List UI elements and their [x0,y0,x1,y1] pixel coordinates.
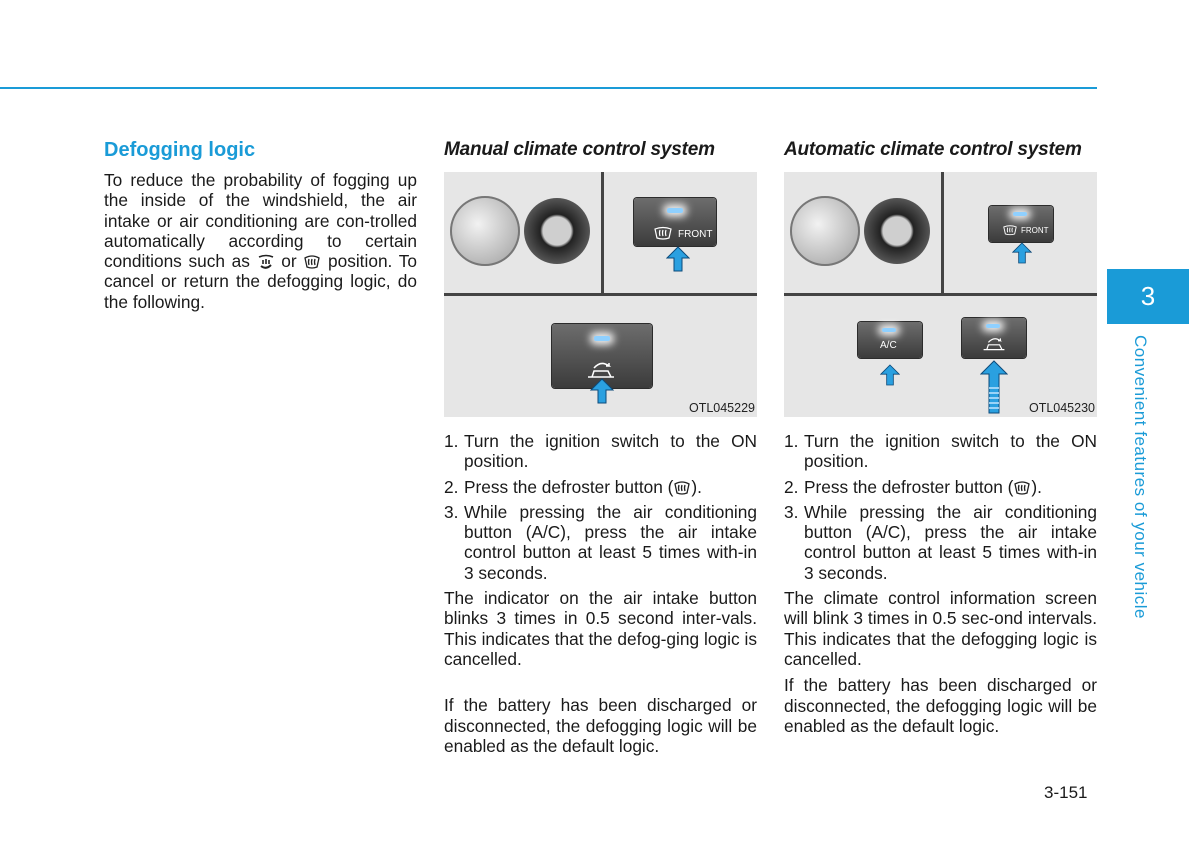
up-arrow-icon [1012,242,1032,264]
ignition-key-icon [450,196,520,266]
recirculation-icon [584,360,618,380]
ac-button [858,322,922,358]
engine-start-button-icon [524,198,590,264]
manual-figure [444,172,757,417]
chapter-title: Convenient features of your vehicle [1131,335,1150,619]
defrost-icon [303,254,321,270]
intro-text-2: position. To cancel or return the defogging logic, do the following. [104,251,417,312]
repeat-press-arrow-icon [980,360,1008,414]
automatic-heading: Automatic climate control system [784,139,1082,160]
front-defrost-button [989,206,1053,242]
defrost-icon [673,480,691,496]
list-item: 1. Turn the ignition switch to the ON position. [444,431,757,472]
defrost-icon [1003,224,1017,236]
figure-code: OTL045229 [688,401,755,415]
front-label: FRONT [1021,226,1049,235]
air-intake-button [962,318,1026,358]
list-item: 2. Press the defroster button ( ). [784,476,1042,497]
automatic-steps [784,431,1097,583]
intro-or: or [281,251,297,272]
intro-paragraph [104,170,417,312]
windshield-airflow-icon [257,254,275,270]
manual-column [444,138,757,762]
front-label: FRONT [678,229,713,240]
automatic-battery-note: If the battery has been discharged or disconnected, the defogging logic will be enabled as the default logic. [784,675,1097,736]
list-item: 3. While pressing the air conditioning button (A/C), press the air intake control button at least 5 times with-in 3 seconds. [444,501,757,583]
automatic-note: The climate control information screen will blink 3 times in 0.5 sec-ond intervals. This indicates that the defogging logic is cancelled. [784,588,1097,669]
manual-steps [444,431,757,583]
up-arrow-icon [666,246,690,272]
page-number: 3-151 [1044,783,1088,802]
ignition-key-icon [790,196,860,266]
defrost-icon [654,226,672,240]
automatic-column [784,138,1097,742]
automatic-figure [784,172,1097,417]
chapter-tab: 3 [1107,269,1189,324]
list-item: 1. Turn the ignition switch to the ON position. [784,431,1097,472]
recirculation-icon [980,336,1008,352]
engine-start-button-icon [864,198,930,264]
up-arrow-icon [880,364,900,386]
list-item: 2. Press the defroster button ( ). [444,476,702,497]
list-item: 3. While pressing the air conditioning button (A/C), press the air intake control button at least 5 times with-in 3 seconds. [784,501,1097,583]
manual-heading: Manual climate control system [444,139,715,160]
manual-note: The indicator on the air intake button blinks 3 times in 0.5 second inter-vals. This indicates that the defog-ging logic is cancelled. [444,588,757,669]
intro-text-1: To reduce the probability of fogging up the inside of the windshield, the air intake or air conditioning are con-trolled automatically according to certain conditions such as [104,170,417,272]
ac-label: A/C [880,340,897,351]
section-title: Defogging logic [104,139,256,161]
defrost-icon [1013,480,1031,496]
figure-code: OTL045230 [1028,401,1095,415]
front-defrost-button [634,198,716,246]
header-rule [0,87,1097,89]
up-arrow-icon [590,378,614,404]
intro-column [104,138,417,312]
manual-battery-note: If the battery has been discharged or disconnected, the defogging logic will be enabled as the default logic. [444,695,757,756]
